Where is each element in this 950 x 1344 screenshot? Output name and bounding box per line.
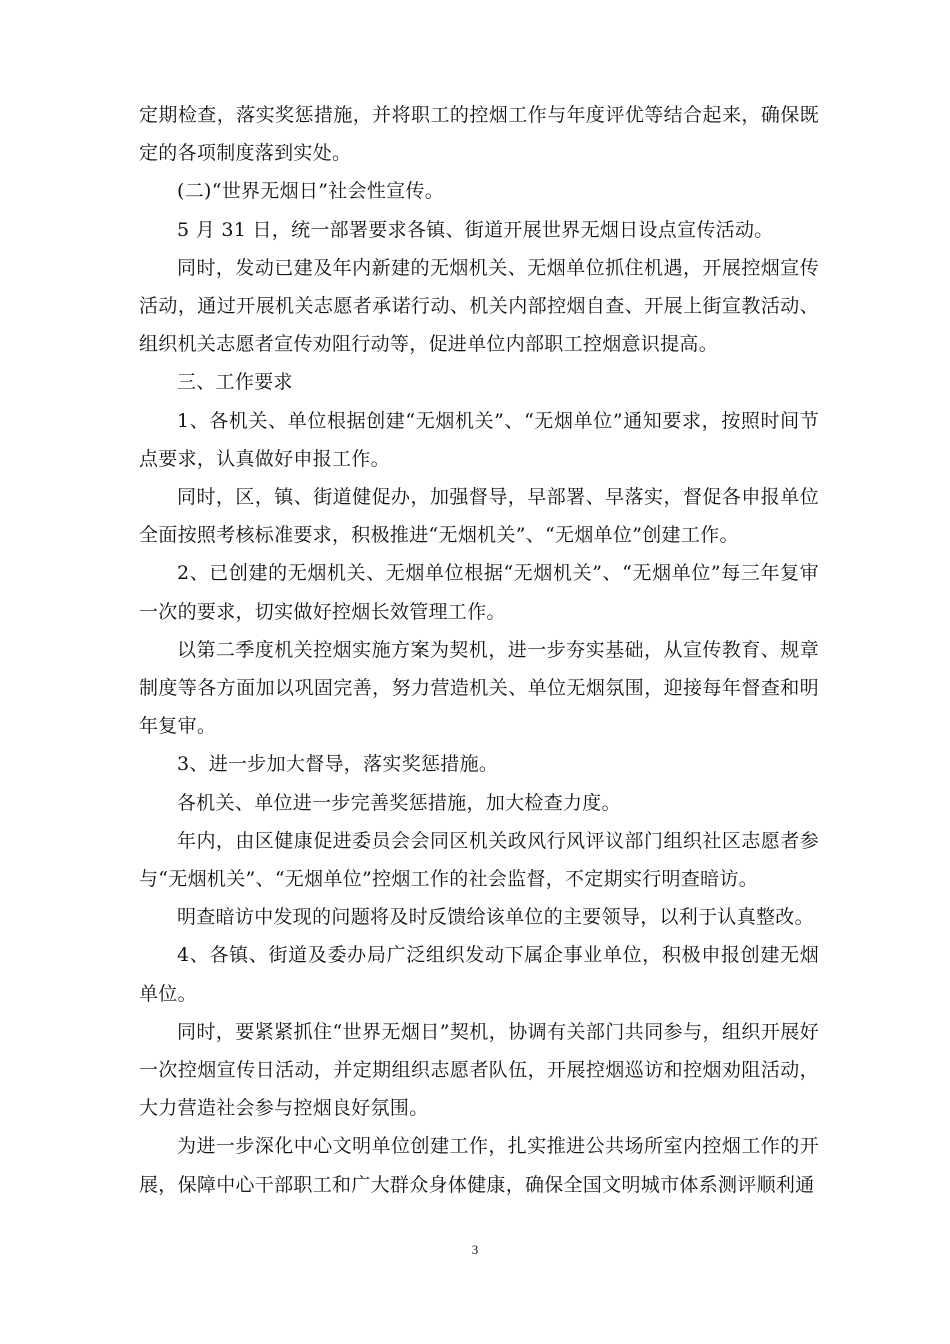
- paragraph-6: 1、各机关、单位根据创建“无烟机关”、“无烟单位”通知要求，按照时间节点要求，认真做好申报工作。: [139, 409, 819, 470]
- paragraph-7: 同时，区，镇、街道健促办，加强督导，早部署、早落实，督促各申报单位全面按照考核标准要求，积极推进“无烟机关”、“无烟单位”创建工作。: [139, 486, 819, 547]
- paragraph-3: 5 月 31 日，统一部署要求各镇、街道开展世界无烟日设点宣传活动。: [177, 218, 774, 241]
- page-number: 3: [471, 1242, 479, 1257]
- paragraph-16: 为进一步深化中心文明单位创建工作，扎实推进公共场所室内控烟工作的开展，保障中心干部职工和广大群众身体健康，确保全国文明城市体系测评顺利通: [139, 1135, 819, 1196]
- section-heading-requirements: 三、工作要求: [177, 371, 293, 394]
- paragraph-11: 各机关、单位进一步完善奖惩措施，加大检查力度。: [177, 791, 621, 814]
- paragraph-15: 同时，要紧紧抓住“世界无烟日”契机，协调有关部门共同参与，组织开展好一次控烟宣传日活动，并定期组织志愿者队伍，开展控烟巡访和控烟劝阻活动，大力营造社会参与控烟良好氛围。: [139, 1020, 819, 1120]
- paragraph-14: 4、各镇、街道及委办局广泛组织发动下属企事业单位，积极申报创建无烟单位。: [139, 944, 819, 1005]
- paragraph-1: 定期检查，落实奖惩措施，并将职工的控烟工作与年度评优等结合起来，确保既定的各项制度落到实处。: [139, 104, 819, 165]
- paragraph-13: 明查暗访中发现的问题将及时反馈给该单位的主要领导，以利于认真整改。: [177, 906, 814, 929]
- paragraph-4: 同时，发动已建及年内新建的无烟机关、无烟单位抓住机遇，开展控烟宣传活动，通过开展机关志愿者承诺行动、机关内部控烟自查、开展上街宣教活动、组织机关志愿者宣传劝阻行动等，促进单位内部职工控烟意识提高。: [139, 256, 819, 356]
- paragraph-12: 年内，由区健康促进委员会会同区机关政风行风评议部门组织社区志愿者参与“无烟机关”、“无烟单位”控烟工作的社会监督，不定期实行明查暗访。: [139, 829, 819, 891]
- paragraph-9: 以第二季度机关控烟实施方案为契机，进一步夯实基础，从宣传教育、规章制度等各方面加以巩固完善，努力营造机关、单位无烟氛围，迎接每年督查和明年复审。: [139, 638, 819, 738]
- paragraph-10: 3、进一步加大督导，落实奖惩措施。: [177, 753, 499, 776]
- document-body: [139, 96, 819, 1204]
- paragraph-8: 2、已创建的无烟机关、无烟单位根据“无烟机关”、“无烟单位”每三年复审一次的要求，切实做好控烟长效管理工作。: [139, 562, 819, 623]
- paragraph-2: (二)“世界无烟日”社会性宣传。: [177, 180, 445, 203]
